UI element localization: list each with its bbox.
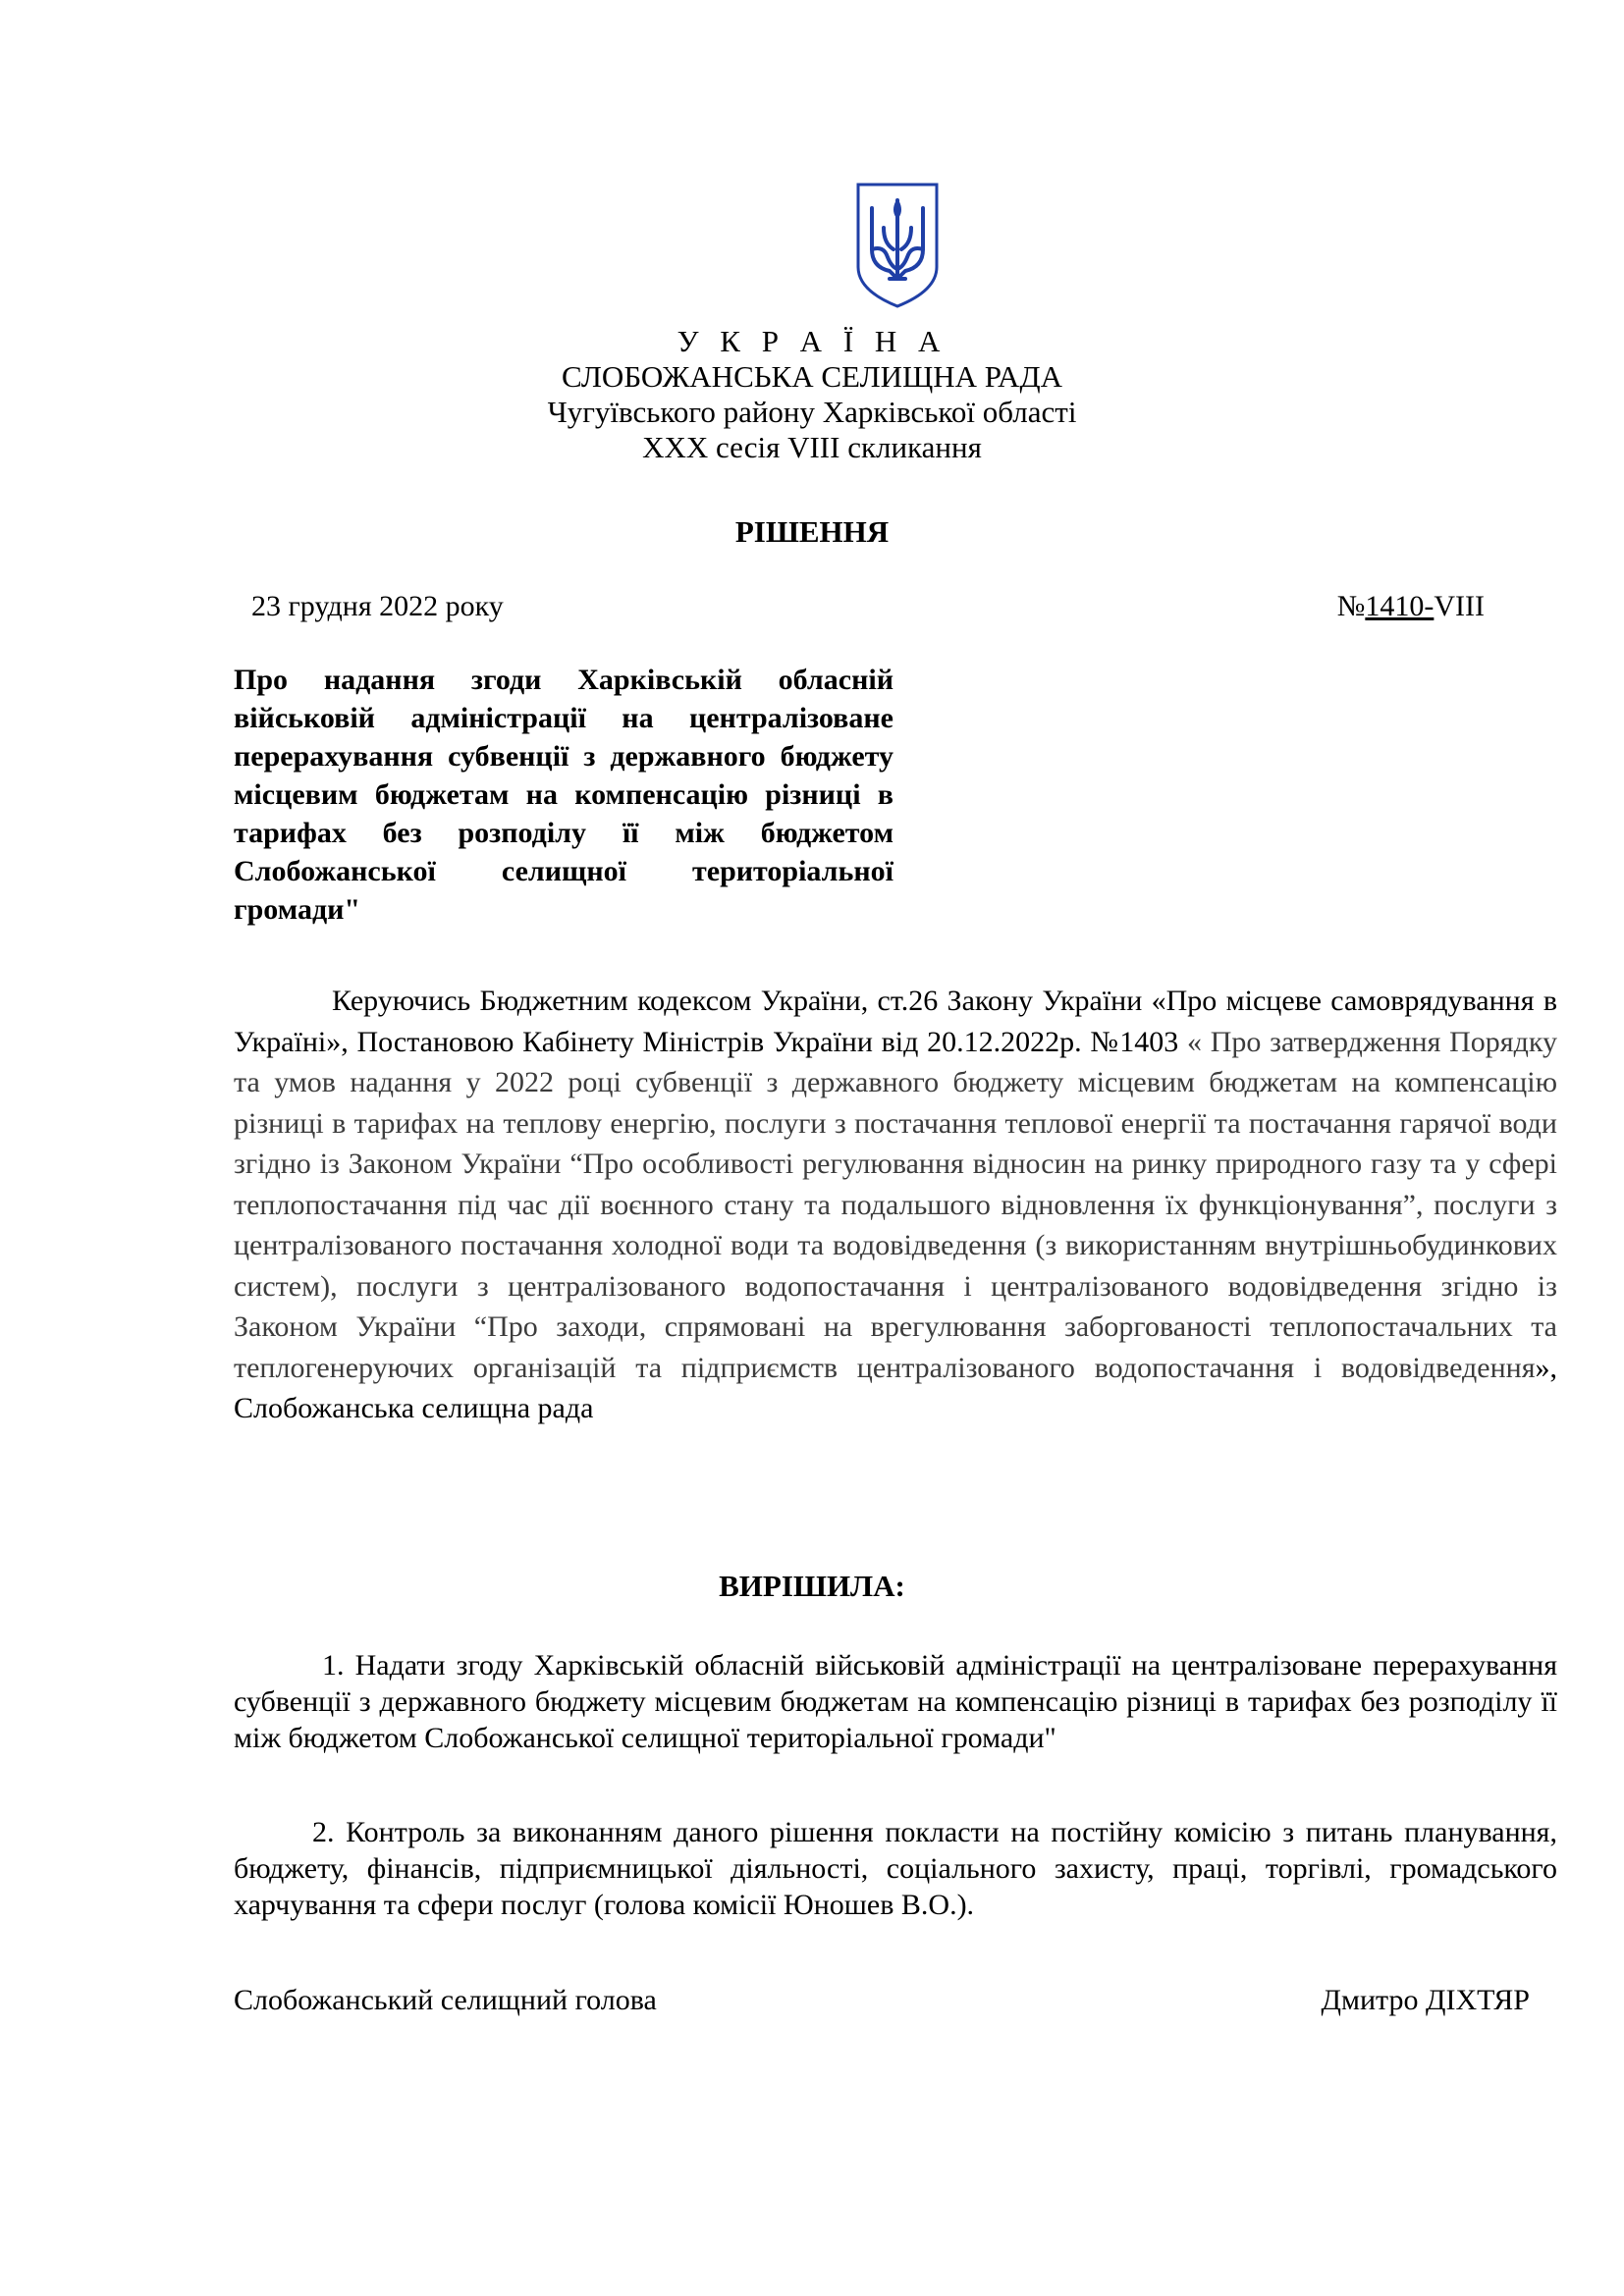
session-line: XXX сесія VIII скликання: [642, 430, 982, 464]
number-prefix: №: [1336, 590, 1366, 622]
document-subject: Про надання згоди Харківській обласній військовій адміністрації на централізоване перерахування субвенції з державного бюджету місцевим бюджетам на компенсацію різниці в тарифах без розподілу її між бюджетом Слобожанської селищної територіальної громади": [234, 664, 893, 926]
number-main: 1410-: [1365, 590, 1435, 622]
signatory-name: Дмитро ДІХТЯР: [1321, 1984, 1530, 2016]
signatory-position: Слобожанський селищний голова: [234, 1984, 657, 2016]
document-number: [1337, 586, 1485, 627]
document-header: [0, 324, 1624, 465]
preamble-part-1: Керуючись Бюджетним кодексом України, ст.26 Закону України «Про місцеве самоврядування в Україні», Постановою Кабінету Міністрів України від 20.12.2022р. №1403: [234, 985, 1557, 1058]
decision-item-1: 1. Надати згоду Харківській обласній військовій адміністрації на централізоване перерахування субвенції з державного бюджету місцевим бюджетам на компенсацію різниці в тарифах без розподілу її між бюджетом Слобожанської селищної територіальної громади": [234, 1649, 1557, 1754]
trident-coat-of-arms-icon: [854, 181, 941, 310]
number-suffix: VIII: [1434, 590, 1485, 622]
preamble-part-3: », Слобожанська селищна рада: [234, 1351, 1557, 1424]
decided-heading: ВИРІШИЛА:: [719, 1569, 905, 1603]
decision-item-2: 2. Контроль за виконанням даного рішення покласти на постійну комісію з питань планування, бюджету, фінансів, підприємницької діяльності, соціального захисту, праці, торгівлі, громадського харчування та сфери послуг (голова комісії Юношев В.О.).: [234, 1816, 1557, 1921]
country-title: У К Р А Ї Н А: [677, 324, 947, 358]
council-name: СЛОБОЖАНСЬКА СЕЛИЩНА РАДА: [562, 359, 1062, 394]
document-date: 23 грудня 2022 року: [251, 590, 504, 622]
preamble-paragraph: [234, 981, 1557, 1429]
district-name: Чугуївського району Харківської області: [547, 395, 1077, 429]
document-type-title: РІШЕННЯ: [734, 514, 890, 549]
preamble-part-2: « Про затвердження Порядку та умов надання у 2022 році субвенції з державного бюджету місцевим бюджетам на компенсацію різниці в тарифах на теплову енергію, послуги з постачання теплової енергії та постачання гарячої води згідно із Законом України “Про особливості регулювання відносин на ринку природного газу та у сфері теплопостачання під час дії воєнного стану та подальшого відновлення їх функціонування”, послуги з централізованого постачання холодної води та водовідведення (з використанням внутрішньобудинкових систем), послуги з централізованого водопостачання і централізованого водовідведення згідно із Законом України “Про заходи, спрямовані на врегулювання заборгованості теплопостачальних та теплогенеруючих організацій та підприємств централізованого водопостачання і водовідведення: [234, 1025, 1558, 1384]
